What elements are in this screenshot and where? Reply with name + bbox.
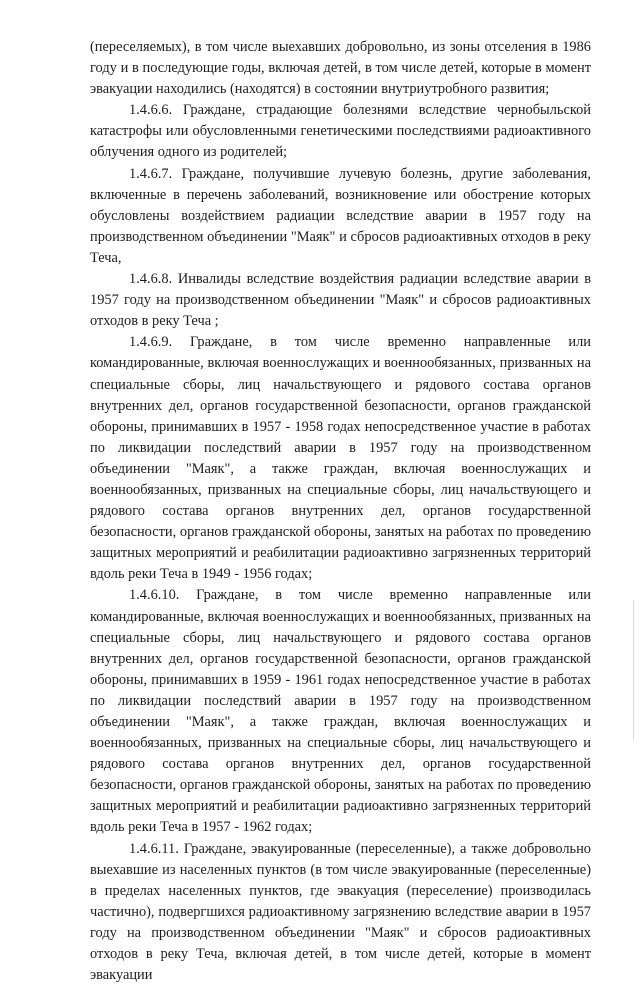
paragraph-continuation: (переселяемых), в том числе выехавших добровольно, из зоны отселения в 1986 году и в последующие годы, включая детей, в том числе детей, которые в момент эвакуации находились (находятся) в состоянии внутриутробного развития; — [90, 39, 591, 98]
paragraph-1-4-6-8: 1.4.6.8. Инвалиды вследствие воздействия радиации вследствие аварии в 1957 году на производственном объединении "Маяк" и сбросов радиоактивных отходов в реку Теча ; — [90, 271, 591, 330]
paragraph-1-4-6-11: 1.4.6.11. Граждане, эвакуированные (переселенные), а также добровольно выехавшие из населенных пунктов (в том числе эвакуированные (переселенные) в пределах населенных пунктов, где эвакуация (переселение) производилась частично), подвергшихся радиоактивному загрязнению вследствие аварии в 1957 году на производственном объединении "Маяк" и сбросов радиоактивных отходов в реку Теча, включая детей, в том числе детей, которые в момент эвакуации — [90, 840, 591, 984]
paragraph-1-4-6-9: 1.4.6.9. Граждане, в том числе временно направленные или командированные, включая военнослужащих и военнообязанных, призванных на специальные сборы, лиц начальствующего и рядового состава органов внутренних дел, органов государственной безопасности, органов гражданской обороны, принимавших в 1957 - 1958 годах непосредственное участие в работах по ликвидации последствий аварии в 1957 году на производственном объединении "Маяк", а также граждан, включая военнослужащих и военнообязанных, призванных на специальные сборы, лиц начальствующего и рядового состава органов внутренних дел, органов государственной безопасности, органов гражданской обороны, занятых на работах по проведению защитных мероприятий и реабилитации радиоактивно загрязненных территорий вдоль реки Теча в 1949 - 1956 годах; — [90, 334, 591, 583]
paragraph-1-4-6-6: 1.4.6.6. Граждане, страдающие болезнями вследствие чернобыльской катастрофы или обусловленными генетическими последствиями радиоактивного облучения одного из родителей; — [90, 102, 591, 161]
scan-edge-mark — [633, 600, 634, 740]
document-body — [90, 37, 591, 986]
paragraph-1-4-6-10: 1.4.6.10. Граждане, в том числе временно направленные или командированные, включая военнослужащих и военнообязанных, призванных на специальные сборы, лиц начальствующего и рядового состава органов внутренних дел, органов государственной безопасности, органов гражданской обороны, принимавших в 1959 - 1961 годах непосредственное участие в работах по ликвидации последствий аварии в 1957 году на производственном объединении "Маяк", а также граждан, включая военнослужащих и военнообязанных, призванных на специальные сборы, лиц начальствующего и рядового состава органов внутренних дел, органов государственной безопасности, органов гражданской обороны, занятых на работах по проведению защитных мероприятий и реабилитации радиоактивно загрязненных территорий вдоль реки Теча в 1957 - 1962 годах; — [90, 587, 591, 836]
paragraph-1-4-6-7: 1.4.6.7. Граждане, получившие лучевую болезнь, другие заболевания, включенные в перечень заболеваний, возникновение или обострение которых обусловлены воздействием радиации вследствие аварии в 1957 году на производственном объединении "Маяк" и сбросов радиоактивных отходов в реку Теча, — [90, 165, 591, 266]
